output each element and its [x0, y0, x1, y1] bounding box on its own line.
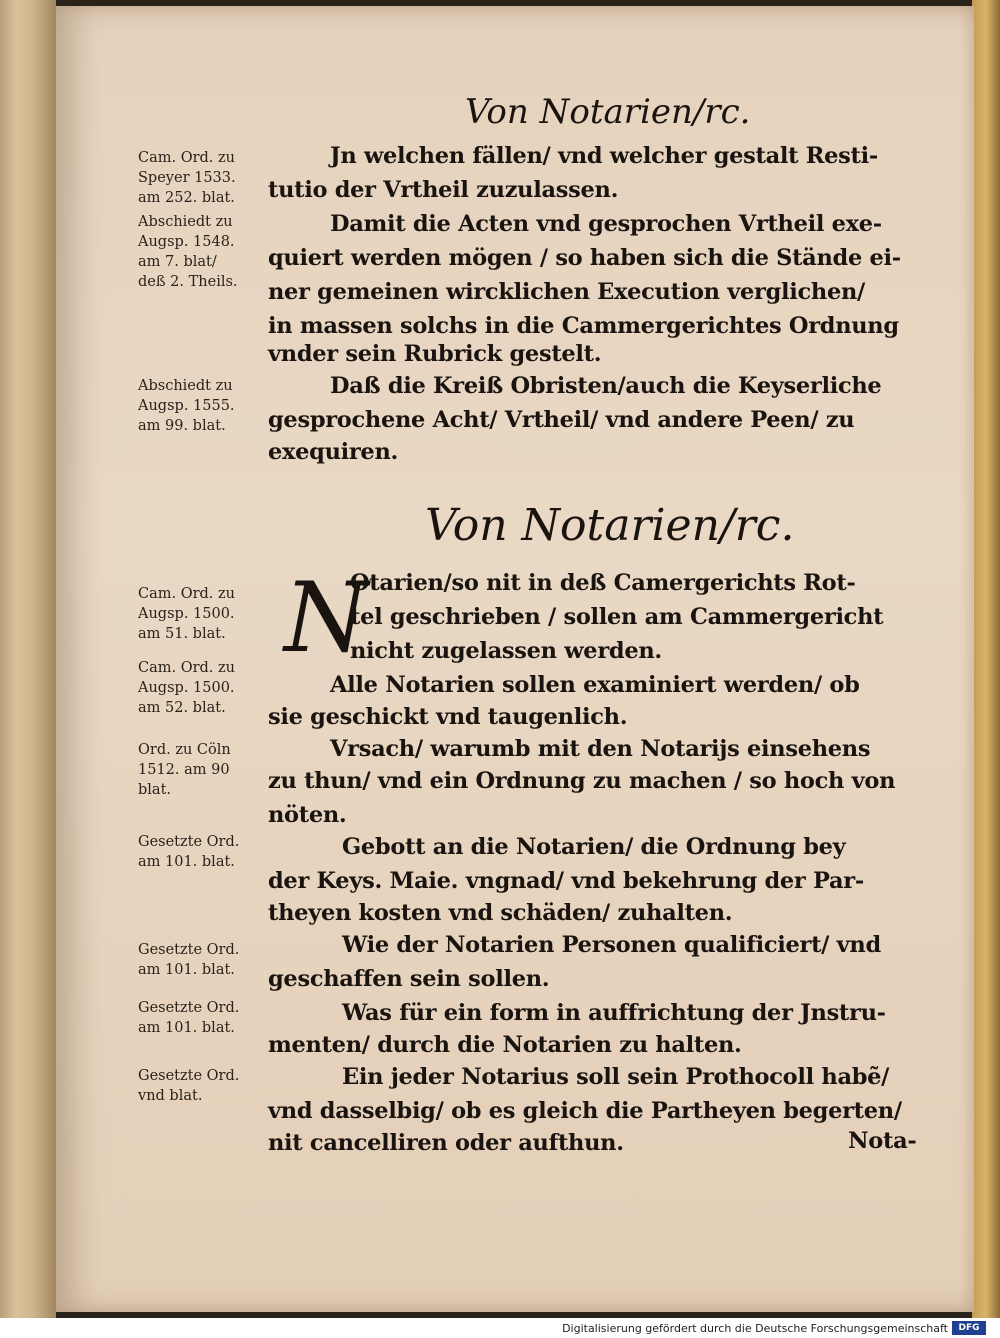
margin-note-line: am 51. blat.	[138, 626, 226, 642]
body-line: Alle Notarien sollen examiniert werden/ ob	[330, 672, 860, 698]
drop-cap: N	[284, 562, 368, 674]
margin-note-line: am 101. blat.	[138, 854, 235, 870]
margin-note-line: am 101. blat.	[138, 962, 235, 978]
body-line: menten/ durch die Notarien zu halten.	[268, 1032, 742, 1058]
running-head: Von Notarien/rc.	[465, 92, 751, 132]
margin-note-line: Cam. Ord. zu	[138, 586, 236, 602]
body-line: sie geschickt vnd taugenlich.	[268, 704, 628, 730]
body-line: nicht zugelassen werden.	[350, 638, 662, 664]
margin-note-line: 1512. am 90	[138, 762, 230, 778]
margin-note	[138, 998, 239, 1038]
body-line: quiert werden mögen / so haben sich die Stände ei-	[268, 245, 901, 271]
body-line: Was für ein form in auffrichtung der Jnstru-	[342, 1000, 886, 1026]
margin-note	[138, 1066, 239, 1106]
body-line: tel geschrieben / sollen am Cammergericht	[350, 604, 884, 630]
margin-note	[138, 212, 238, 292]
margin-note	[138, 584, 235, 644]
body-line: theyen kosten vnd schäden/ zuhalten.	[268, 900, 733, 926]
margin-note	[138, 658, 235, 718]
body-line: Jn welchen fällen/ vnd welcher gestalt Resti-	[330, 143, 878, 169]
margin-note-line: am 52. blat.	[138, 700, 226, 716]
margin-note	[138, 940, 239, 980]
margin-note-line: Abschiedt zu	[138, 214, 233, 230]
left-page-edge	[0, 0, 56, 1318]
body-line: Gebott an die Notarien/ die Ordnung bey	[342, 834, 846, 860]
body-line: Wie der Notarien Personen qualificiert/ vnd	[342, 932, 881, 958]
body-line: ner gemeinen wircklichen Execution verglichen/	[268, 279, 865, 305]
margin-note-line: Augsp. 1500.	[138, 606, 235, 622]
margin-note	[138, 832, 239, 872]
margin-note-line: am 101. blat.	[138, 1020, 235, 1036]
body-line: gesprochene Acht/ Vrtheil/ vnd andere Peen/ zu	[268, 407, 855, 433]
margin-note-line: deß 2. Theils.	[138, 274, 238, 290]
body-line: der Keys. Maie. vngnad/ vnd bekehrung der Par-	[268, 868, 864, 894]
margin-note-line: am 252. blat.	[138, 190, 235, 206]
section-title: Von Notarien/rc.	[425, 500, 795, 551]
body-line: tutio der Vrtheil zuzulassen.	[268, 177, 619, 203]
body-line: Vrsach/ warumb mit den Notarijs einsehens	[330, 736, 871, 762]
body-line: Otarien/so nit in deß Camergerichts Rot-	[350, 570, 856, 596]
margin-note-line: Gesetzte Ord.	[138, 834, 240, 850]
body-line: in massen solchs in die Cammergerichtes Ordnung	[268, 313, 899, 339]
margin-note	[138, 740, 231, 800]
margin-note	[138, 376, 235, 436]
margin-note-line: Gesetzte Ord.	[138, 942, 240, 958]
dfg-logo: DFG	[952, 1321, 986, 1335]
margin-note-line: Abschiedt zu	[138, 378, 233, 394]
margin-note-line: am 99. blat.	[138, 418, 226, 434]
body-line: Damit die Acten vnd gesprochen Vrtheil exe-	[330, 211, 882, 237]
body-line: nit cancelliren oder aufthun.	[268, 1130, 624, 1156]
body-line: zu thun/ vnd ein Ordnung zu machen / so hoch von	[268, 768, 896, 794]
body-line: geschaffen sein sollen.	[268, 966, 550, 992]
margin-note-line: Cam. Ord. zu	[138, 150, 236, 166]
body-line: Daß die Kreiß Obristen/auch die Keyserliche	[330, 373, 882, 399]
margin-note-line: blat.	[138, 782, 172, 798]
footer-bar	[0, 1318, 1000, 1338]
margin-note-line: Ord. zu Cöln	[138, 742, 231, 758]
body-line: Ein jeder Notarius soll sein Prothocoll habẽ/	[342, 1064, 890, 1090]
margin-note-line: Augsp. 1548.	[138, 234, 235, 250]
margin-note	[138, 148, 236, 208]
margin-note-line: Augsp. 1500.	[138, 680, 235, 696]
margin-note-line: Speyer 1533.	[138, 170, 236, 186]
margin-note-line: am 7. blat/	[138, 254, 217, 270]
body-line: vnder sein Rubrick gestelt.	[268, 341, 602, 367]
margin-note-line: Gesetzte Ord.	[138, 1000, 240, 1016]
margin-note-line: Augsp. 1555.	[138, 398, 235, 414]
margin-note-line: Gesetzte Ord.	[138, 1068, 240, 1084]
body-line: exequiren.	[268, 439, 399, 465]
margin-note-line: Cam. Ord. zu	[138, 660, 236, 676]
catchword: Nota-	[848, 1128, 917, 1154]
body-line: nöten.	[268, 802, 347, 828]
margin-note-line: vnd blat.	[138, 1088, 203, 1104]
body-line: vnd dasselbig/ ob es gleich die Partheyen begerten/	[268, 1098, 902, 1124]
gilt-page-edge	[972, 0, 1000, 1318]
funding-credit: Digitalisierung gefördert durch die Deutsche Forschungsgemeinschaft	[562, 1322, 948, 1335]
